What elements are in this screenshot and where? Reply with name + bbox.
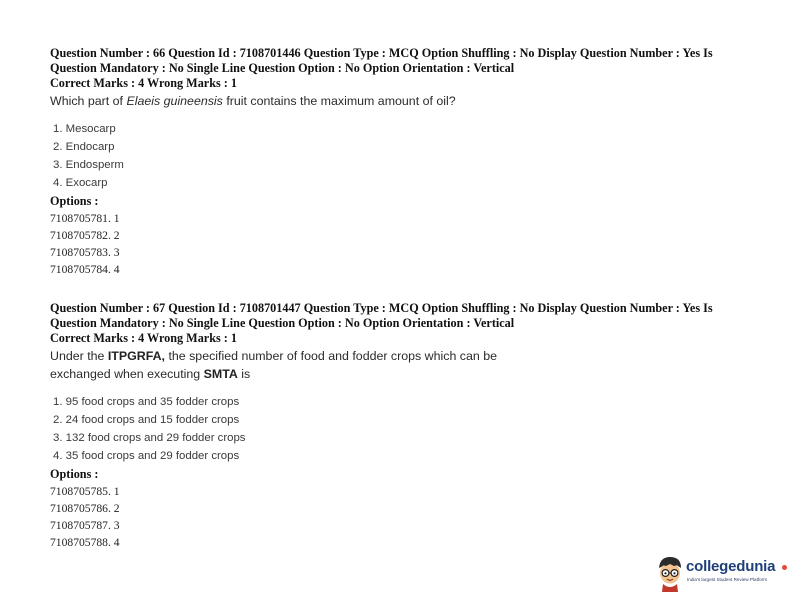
answer-choice: 1. 95 food crops and 35 fodder crops (53, 396, 240, 408)
options-label: Options : (50, 467, 99, 481)
option-id: 7108705786. 2 (50, 502, 120, 515)
answer-choice: 3. 132 food crops and 29 fodder crops (53, 432, 246, 444)
option-id: 7108705781. 1 (50, 212, 120, 225)
answer-choice: 3. Endosperm (53, 159, 124, 171)
answer-choices (53, 120, 750, 192)
logo-wordmark: collegedunia (686, 558, 776, 575)
option-ids (50, 210, 750, 278)
marks-line: Correct Marks : 4 Wrong Marks : 1 (50, 331, 237, 345)
answer-choice: 1. Mesocarp (53, 123, 116, 135)
logo-dot (782, 565, 787, 570)
marks-line: Correct Marks : 4 Wrong Marks : 1 (50, 76, 237, 90)
answer-choice: 4. Exocarp (53, 177, 108, 189)
question-text: Under the ITPGRFA, the specified number of food and fodder crops which can be exchanged when executing SMTA is (50, 349, 498, 381)
option-id: 7108705785. 1 (50, 485, 120, 498)
option-id: 7108705783. 3 (50, 246, 120, 259)
options-label: Options : (50, 194, 99, 208)
collegedunia-logo (654, 554, 788, 594)
question-67 (50, 301, 750, 551)
answer-choice: 2. 24 food crops and 15 fodder crops (53, 414, 240, 426)
question-text: Which part of Elaeis guineensis fruit contains the maximum amount of oil? (50, 94, 456, 108)
answer-choice: 4. 35 food crops and 29 fodder crops (53, 450, 240, 462)
student-avatar-icon (654, 554, 686, 594)
option-id: 7108705784. 4 (50, 263, 120, 276)
option-ids (50, 483, 750, 551)
option-id: 7108705782. 2 (50, 229, 120, 242)
logo-tagline: India's largest Student Review Platform (687, 577, 768, 582)
answer-choices (53, 393, 750, 465)
question-meta: Question Number : 66 Question Id : 7108701446 Question Type : MCQ Option Shuffling : No Display Question Number : Yes Is Question Mandatory : No Single Line Question Option : No Option Orientation : Vertical Correct Marks : 4 Wrong Marks : 1 (50, 46, 750, 91)
question-meta: Question Number : 67 Question Id : 7108701447 Question Type : MCQ Option Shuffling : No Display Question Number : Yes Is Question Mandatory : No Single Line Question Option : No Option Orientation : Vertical Correct Marks : 4 Wrong Marks : 1 (50, 301, 750, 346)
option-id: 7108705788. 4 (50, 536, 120, 549)
answer-choice: 2. Endocarp (53, 141, 115, 153)
question-66 (50, 46, 750, 278)
option-id: 7108705787. 3 (50, 519, 120, 532)
